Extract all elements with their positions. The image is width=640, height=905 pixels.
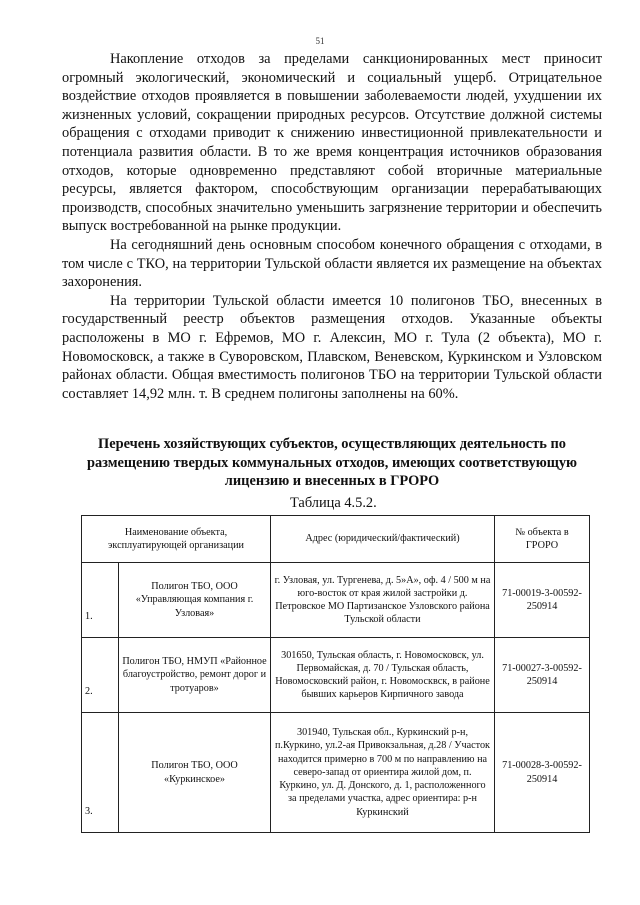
object-address: г. Узловая, ул. Тургенева, д. 5»А», оф. 4 / 500 м на юго-восток от края жилой застройки д. Петровское МО Партизанское Узловского района Тульской области [271,563,495,638]
row-number: 2. [82,638,119,713]
object-name: Полигон ТБО, НМУП «Районное благоустройство, ремонт дорог и тротуаров» [119,638,271,713]
header-address: Адрес (юридический/фактический) [271,516,495,563]
registry-number: 71-00028-3-00592-250914 [495,713,590,833]
object-address: 301940, Тульская обл., Куркинский р-н, п.Куркино, ул.2-ая Привокзальная, д.28 / Участок находится примерно в 700 м по направлению на северо-запад от ориентира жилой дом, п. Куркино, ул. Д. Донского, д. 1, расположенного за пределами участка, адрес ориентира: р-н Куркинский [271,713,495,833]
registry-number: 71-00019-3-00592-250914 [495,563,590,638]
body-text [62,50,602,403]
object-address: 301650, Тульская область, г. Новомосковск, ул. Первомайская, д. 70 / Тульская область, Новомосковский район, г. Новомосквск, в районе бывших карьеров Кирпичного завода [271,638,495,713]
object-name: Полигон ТБО, ООО «Управляющая компания г. Узловая» [119,563,271,638]
header-registry: № объекта в ГРОРО [495,516,590,563]
row-number: 1. [82,563,119,638]
paragraph-3: На территории Тульской области имеется 10 полигонов ТБО, внесенных в государственный реестр объектов размещения отходов. Указанные объекты расположены в МО г. Ефремов, МО г. Алексин, МО г. Тула (2 объекта), МО г. Новомосковск, а также в Суворовском, Плавском, Веневском, Куркинском и Узловском районах области. Общая вместимость полигонов ТБО на территории Тульской области составляет 14,92 млн. т. В среднем полигоны заполнены на 60%. [62,292,602,402]
table-row [82,638,590,713]
row-number: 3. [82,713,119,833]
paragraph-2: На сегодняшний день основным способом конечного обращения с отходами, в том числе с ТКО, на территории Тульской области является их размещение на объектах захоронения. [62,236,602,291]
registry-number: 71-00027-3-00592-250914 [495,638,590,713]
table-header-row [82,516,590,563]
table-row [82,713,590,833]
landfill-table [81,515,590,833]
section-heading: Перечень хозяйствующих субъектов, осуществляющих деятельность по размещению твердых коммунальных отходов, имеющих соответствующую лицензию и внесенных в ГРОРО [86,436,578,490]
page-number: 51 [315,36,325,46]
header-name: Наименование объекта, эксплуатирующей организации [82,516,271,563]
object-name: Полигон ТБО, ООО «Куркинское» [119,713,271,833]
paragraph-1: Накопление отходов за пределами санкционированных мест приносит огромный экологический, экономический и социальный ущерб. Отрицательное воздействие отходов проявляется в повышении заболеваемости людей, ухудшении их жизненных условий, сокращении природных ресурсов. Отсутствие должной системы обращения с отходами приводит к снижению инвестиционной привлекательности и потенциала развития области. В то же время концентрация источников образования отходов, которые одновременно представляют собой вторичные материальные ресурсы, является фактором, способствующим организации перерабатывающих производств, способных значительно уменьшить загрязнение территории и обеспечить выпуск востребованной на рынке продукции. [62,51,602,235]
table-row [82,563,590,638]
table-caption: Таблица 4.5.2. [290,495,377,511]
